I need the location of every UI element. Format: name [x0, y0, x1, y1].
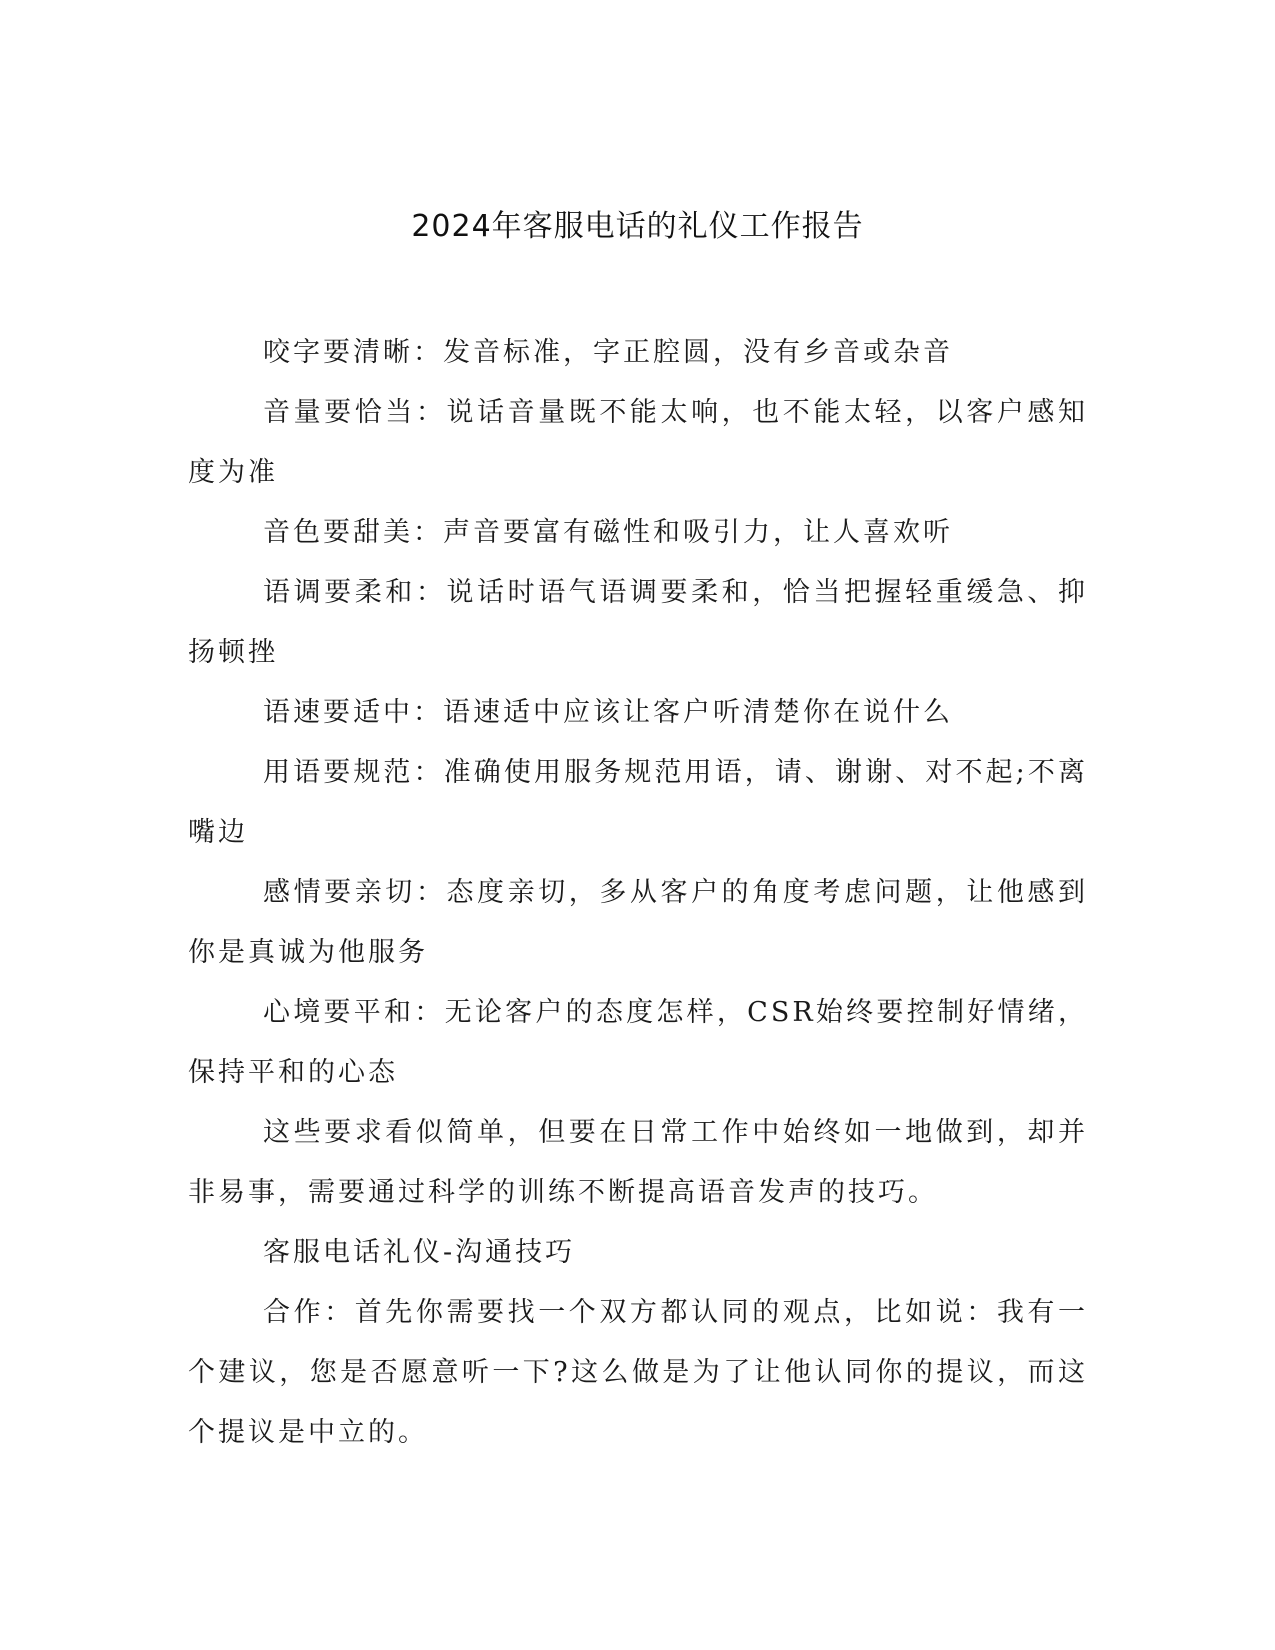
paragraph-standard-phrases: 用语要规范：准确使用服务规范用语，请、谢谢、对不起;不离嘴边 [188, 757, 1088, 848]
paragraph-articulation: 咬字要清晰：发音标准，字正腔圆，没有乡音或杂音 [263, 337, 953, 368]
paragraph-cooperation: 合作：首先你需要找一个双方都认同的观点，比如说：我有一个建议，您是否愿意听一下?这么做是为了让他认同你的提议，而这个提议是中立的。 [188, 1297, 1088, 1448]
paragraph-warmth: 感情要亲切：态度亲切，多从客户的角度考虑问题，让他感到你是真诚为他服务 [188, 877, 1088, 968]
document-title: 2024年客服电话的礼仪工作报告 [411, 209, 864, 244]
paragraph-speech-rate: 语速要适中：语速适中应该让客户听清楚你在说什么 [263, 697, 953, 728]
paragraph-volume: 音量要恰当：说话音量既不能太响，也不能太轻，以客户感知度为准 [188, 397, 1088, 488]
paragraph-summary: 这些要求看似简单，但要在日常工作中始终如一地做到，却并非易事，需要通过科学的训练不断提高语音发声的技巧。 [188, 1117, 1088, 1208]
paragraph-timbre: 音色要甜美：声音要富有磁性和吸引力，让人喜欢听 [263, 517, 953, 548]
document-body [188, 323, 1088, 1463]
paragraph-composure: 心境要平和：无论客户的态度怎样，CSR始终要控制好情绪，保持平和的心态 [188, 997, 1088, 1088]
section-heading-communication: 客服电话礼仪-沟通技巧 [263, 1237, 576, 1268]
paragraph-intonation: 语调要柔和：说话时语气语调要柔和，恰当把握轻重缓急、抑扬顿挫 [188, 577, 1088, 668]
